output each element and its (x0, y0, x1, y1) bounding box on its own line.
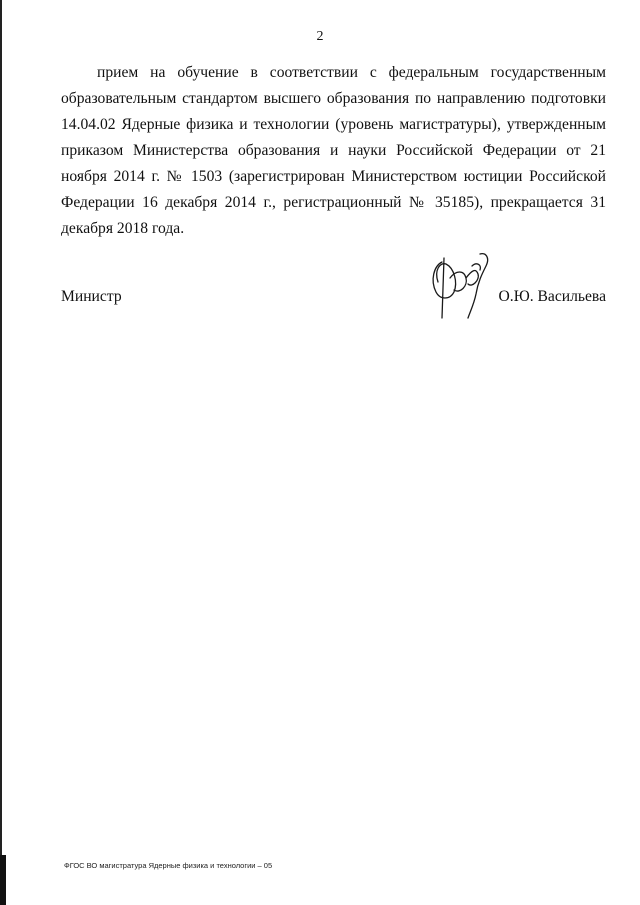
scan-edge-mark (0, 855, 6, 905)
signer-name: О.Ю. Васильева (498, 288, 606, 305)
signer-title: Министр (61, 288, 122, 305)
signature-block (61, 288, 606, 312)
document-footer: ФГОС ВО магистратура Ядерные физика и технологии – 05 (64, 861, 273, 870)
body-paragraph: прием на обучение в соответствии с федеральным государственным образовательным стандартом высшего образования по направлению подготовки 14.04.02 Ядерные физика и технологии (уровень магистратуры), утвержденным приказом Министерства образования и науки Российской Федерации от 21 ноября 2014 г. № 1503 (зарегистрирован Министерством юстиции Российской Федерации 16 декабря 2014 г., регистрационный № 35185), прекращается 31 декабря 2018 года. (61, 64, 606, 237)
page-number: 2 (316, 29, 324, 44)
scan-edge (0, 0, 2, 905)
